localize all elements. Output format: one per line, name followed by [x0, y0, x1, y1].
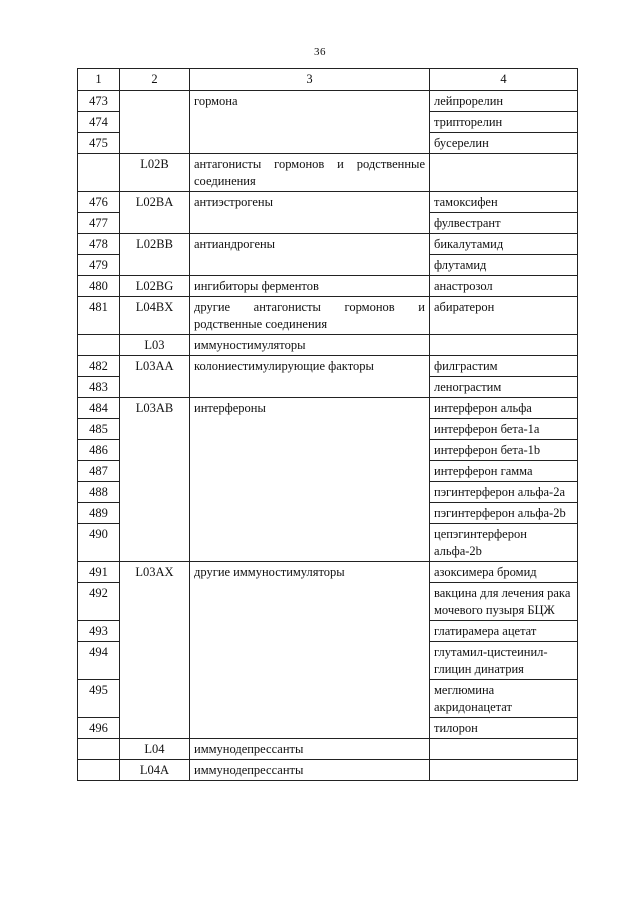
row-number: 492	[78, 583, 120, 621]
group-name: антиандрогены	[190, 234, 430, 276]
drug-name: тамоксифен	[430, 192, 578, 213]
group-name: колониестимулирующие факторы	[190, 356, 430, 398]
drug-name: интерферон гамма	[430, 461, 578, 482]
drug-name	[430, 760, 578, 781]
drug-name: глатирамера ацетат	[430, 621, 578, 642]
drug-name	[430, 739, 578, 760]
drug-name: пэгинтерферон альфа-2b	[430, 503, 578, 524]
row-number	[78, 760, 120, 781]
row-number: 488	[78, 482, 120, 503]
drug-name: меглюмина акридонацетат	[430, 680, 578, 718]
row-number	[78, 335, 120, 356]
table-row	[78, 760, 578, 781]
drug-name	[430, 154, 578, 192]
group-name: иммуностимуляторы	[190, 335, 430, 356]
table-row	[78, 335, 578, 356]
row-number: 484	[78, 398, 120, 419]
atc-code: L02BB	[120, 234, 190, 276]
header-col-4: 4	[430, 69, 578, 91]
drug-name: бусерелин	[430, 133, 578, 154]
row-number: 495	[78, 680, 120, 718]
drug-name: анастрозол	[430, 276, 578, 297]
drug-table	[77, 68, 578, 781]
drug-name: пэгинтерферон альфа-2a	[430, 482, 578, 503]
row-number: 480	[78, 276, 120, 297]
table-row	[78, 91, 578, 112]
row-number: 485	[78, 419, 120, 440]
header-col-2: 2	[120, 69, 190, 91]
atc-code	[120, 91, 190, 154]
group-name: иммунодепрессанты	[190, 760, 430, 781]
drug-name: интерферон бета-1a	[430, 419, 578, 440]
table-row	[78, 297, 578, 335]
row-number	[78, 154, 120, 192]
drug-name: бикалутамид	[430, 234, 578, 255]
header-col-3: 3	[190, 69, 430, 91]
atc-code: L02BG	[120, 276, 190, 297]
drug-name: вакцина для лечения рака мочевого пузыря БЦЖ	[430, 583, 578, 621]
row-number: 490	[78, 524, 120, 562]
row-number: 486	[78, 440, 120, 461]
atc-code: L03AX	[120, 562, 190, 739]
row-number: 474	[78, 112, 120, 133]
row-number: 477	[78, 213, 120, 234]
header-col-1: 1	[78, 69, 120, 91]
drug-name: флутамид	[430, 255, 578, 276]
table-header-row	[78, 69, 578, 91]
group-name: антагонисты гормонов и родственные соединения	[190, 154, 430, 192]
row-number: 483	[78, 377, 120, 398]
row-number	[78, 739, 120, 760]
atc-code: L03AB	[120, 398, 190, 562]
table-row	[78, 154, 578, 192]
table-row	[78, 234, 578, 255]
row-number: 487	[78, 461, 120, 482]
drug-name: глутамил-цистеинил-глицин динатрия	[430, 642, 578, 680]
drug-name: азоксимера бромид	[430, 562, 578, 583]
group-name: иммунодепрессанты	[190, 739, 430, 760]
table-row	[78, 739, 578, 760]
group-name: антиэстрогены	[190, 192, 430, 234]
row-number: 489	[78, 503, 120, 524]
table-row	[78, 562, 578, 583]
group-name: интерфероны	[190, 398, 430, 562]
atc-code: L03	[120, 335, 190, 356]
row-number: 479	[78, 255, 120, 276]
atc-code: L03AA	[120, 356, 190, 398]
table-row	[78, 192, 578, 213]
row-number: 475	[78, 133, 120, 154]
drug-name: абиратерон	[430, 297, 578, 335]
atc-code: L02B	[120, 154, 190, 192]
group-name: ингибиторы ферментов	[190, 276, 430, 297]
row-number: 494	[78, 642, 120, 680]
row-number: 493	[78, 621, 120, 642]
drug-name: фулвестрант	[430, 213, 578, 234]
drug-name: филграстим	[430, 356, 578, 377]
drug-name: ленограстим	[430, 377, 578, 398]
drug-name: цепэгинтерферон альфа-2b	[430, 524, 578, 562]
table-row	[78, 398, 578, 419]
atc-code: L04BX	[120, 297, 190, 335]
drug-name: тилорон	[430, 718, 578, 739]
atc-code: L02BA	[120, 192, 190, 234]
group-name: другие антагонисты гормонов и родственные соединения	[190, 297, 430, 335]
table-row	[78, 356, 578, 377]
page-number: 36	[314, 46, 326, 58]
drug-name: лейпрорелин	[430, 91, 578, 112]
row-number: 496	[78, 718, 120, 739]
table-row	[78, 276, 578, 297]
drug-name: интерферон альфа	[430, 398, 578, 419]
group-name: гормона	[190, 91, 430, 154]
drug-name	[430, 335, 578, 356]
row-number: 481	[78, 297, 120, 335]
atc-code: L04A	[120, 760, 190, 781]
row-number: 478	[78, 234, 120, 255]
row-number: 473	[78, 91, 120, 112]
group-name: другие иммуностимуляторы	[190, 562, 430, 739]
atc-code: L04	[120, 739, 190, 760]
row-number: 482	[78, 356, 120, 377]
drug-name: интерферон бета-1b	[430, 440, 578, 461]
drug-name: трипторелин	[430, 112, 578, 133]
row-number: 476	[78, 192, 120, 213]
row-number: 491	[78, 562, 120, 583]
